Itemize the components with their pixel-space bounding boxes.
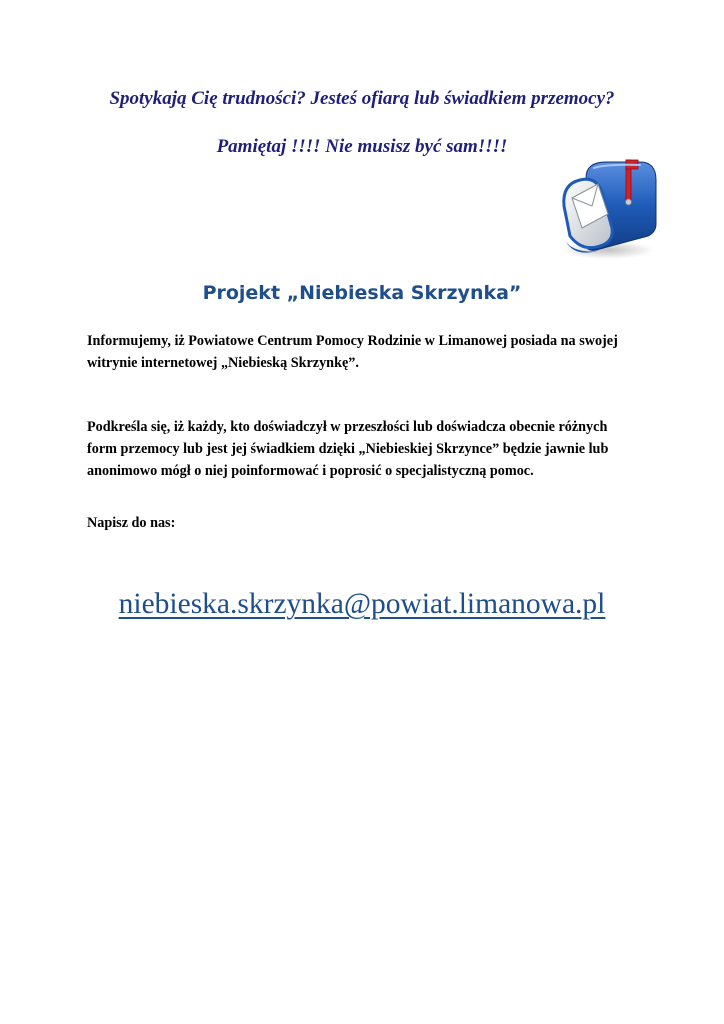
email-link[interactable]: niebieska.skrzynka@powiat.limanowa.pl: [118, 588, 606, 620]
paragraph-line: anonimowo mógł o niej poinformować i poprosić o specjalistyczną pomoc.: [87, 463, 534, 479]
paragraph-line: Podkreśla się, iż każdy, kto doświadczył w przeszłości lub doświadcza obecnie różnych: [87, 419, 608, 435]
project-title: Projekt „Niebieska Skrzynka”: [202, 282, 522, 304]
question-heading: Spotykają Cię trudności? Jesteś ofiarą lub świadkiem przemocy?: [109, 88, 615, 109]
write-to-us-label: Napisz do nas:: [87, 515, 176, 531]
paragraph-line: witrynie internetowej „Niebieską Skrzynkę”.: [87, 355, 359, 371]
emphasis-paragraph: [87, 416, 647, 482]
paragraph-line: Informujemy, iż Powiatowe Centrum Pomocy Rodzinie w Limanowej posiada na swojej: [87, 333, 618, 349]
mailbox-icon: [556, 158, 660, 260]
paragraph-line: form przemocy lub jest jej świadkiem dzięki „Niebieskiej Skrzynce” będzie jawnie lub: [87, 441, 609, 457]
info-paragraph: [87, 330, 647, 374]
reminder-heading: Pamiętaj !!!! Nie musisz być sam!!!!: [216, 136, 508, 157]
